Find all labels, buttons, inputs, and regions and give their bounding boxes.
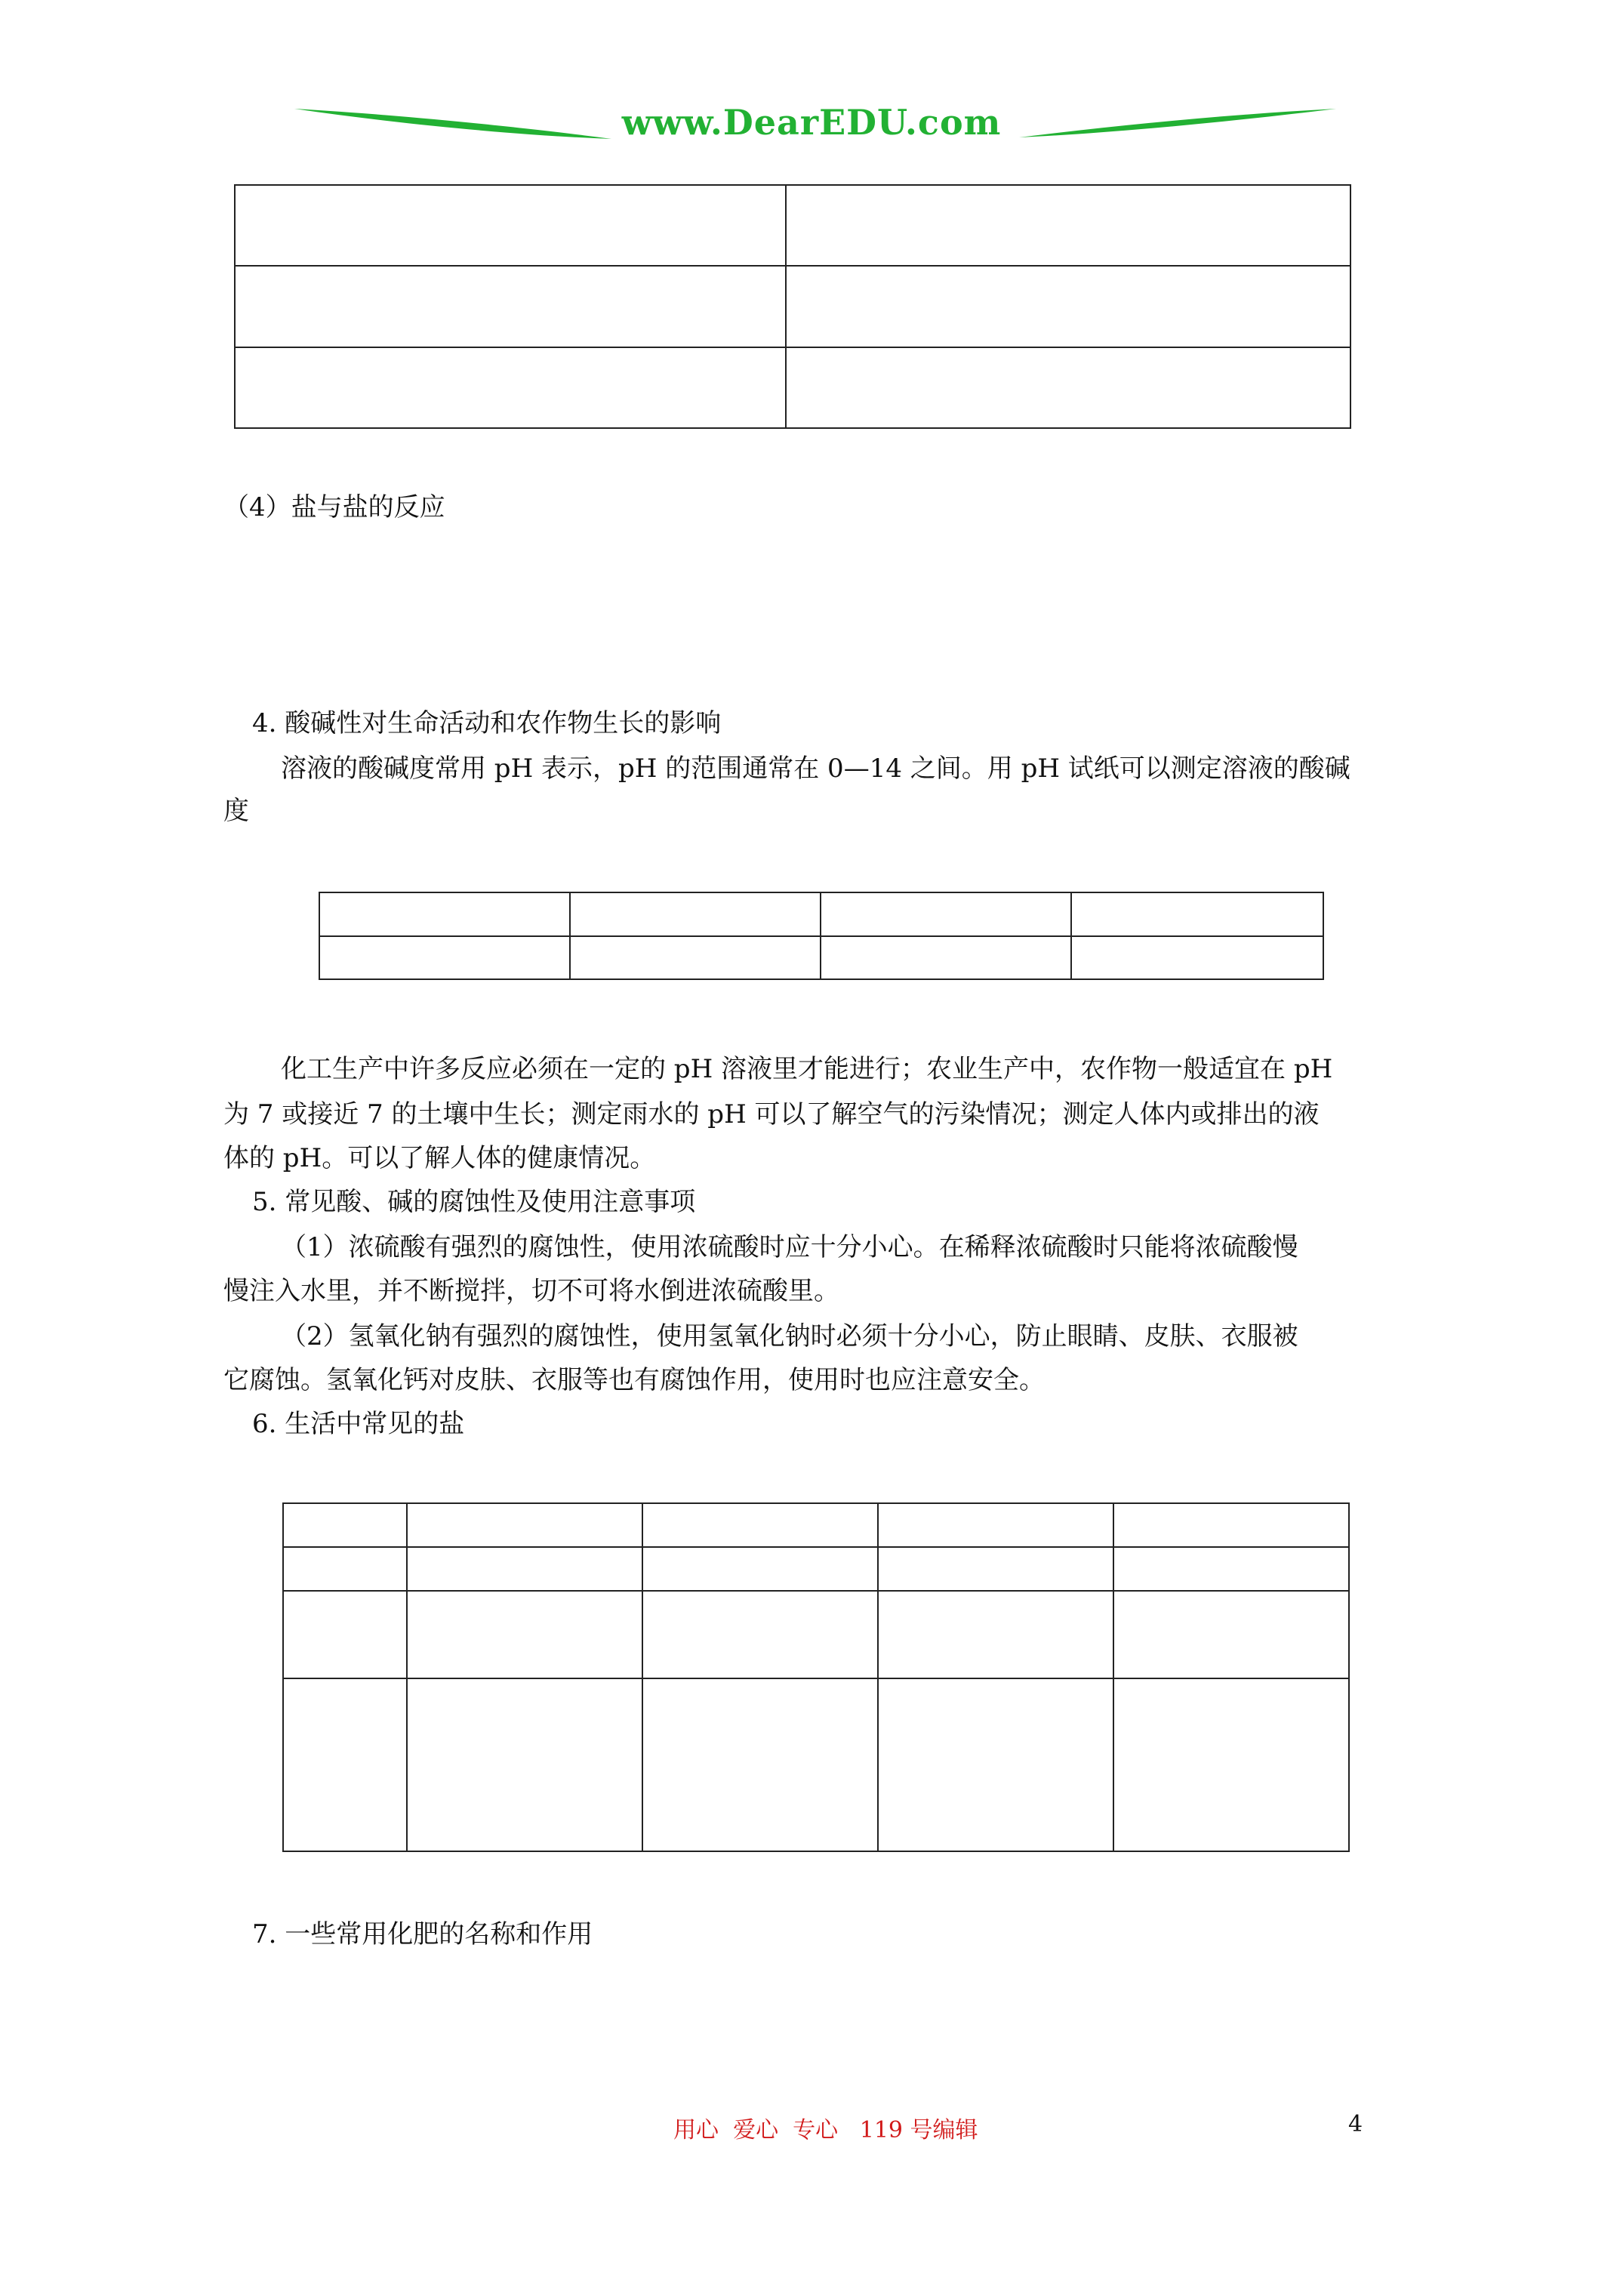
item-4-paragraph-line-1: 溶液的酸碱度常用 pH 表示，pH 的范围通常在 0—14 之间。用 pH 试纸可以测定溶液的酸碱 [281,754,1350,784]
table-row [283,1503,1349,1547]
table-cell [642,1678,878,1851]
table-cell [283,1591,407,1678]
item-6-title: 6. 生活中常见的盐 [252,1409,465,1439]
table-row [235,266,1350,347]
table-row [283,1547,1349,1591]
table-cell [821,936,1071,980]
table-cell [878,1547,1113,1591]
table-cell [1113,1678,1349,1851]
table-row [319,936,1323,980]
table-cell [786,185,1350,266]
table-cell [878,1503,1113,1547]
table-row [319,892,1323,936]
table-cell [786,266,1350,347]
table-cell [642,1503,878,1547]
table-cell [283,1678,407,1851]
table-cell [407,1678,642,1851]
table-cell [878,1678,1113,1851]
table-cell [1071,892,1323,936]
table-cell [283,1503,407,1547]
table-cell [642,1591,878,1678]
table-cell [1113,1547,1349,1591]
site-logo-text: www.DearEDU.com [621,102,1002,143]
ph-paragraph-line-1: 化工生产中许多反应必须在一定的 pH 溶液里才能进行；农业生产中，农作物一般适宜在 pH [281,1054,1333,1084]
table-1 [234,184,1351,429]
ph-paragraph-line-3: 体的 pH。可以了解人体的健康情况。 [223,1143,656,1173]
table-cell [235,347,786,428]
table-cell [407,1591,642,1678]
section-salt-salt-reaction: （4）盐与盐的反应 [223,492,445,522]
table-cell [319,936,570,980]
page-number: 4 [1348,2111,1363,2137]
table-cell [878,1591,1113,1678]
table-cell [1113,1591,1349,1678]
table-cell [235,185,786,266]
item-5-paragraph-1-line-2: 慢注入水里，并不断搅拌，切不可将水倒进浓硫酸里。 [223,1276,839,1306]
item-4-title: 4. 酸碱性对生命活动和农作物生长的影响 [252,708,722,738]
table-row [283,1591,1349,1678]
table-cell [642,1547,878,1591]
table-cell [1071,936,1323,980]
table-cell [235,266,786,347]
table-2 [319,892,1324,980]
item-5-paragraph-1-line-1: （1）浓硫酸有强烈的腐蚀性，使用浓硫酸时应十分小心。在稀释浓硫酸时只能将浓硫酸慢 [281,1232,1298,1262]
table-cell [570,936,821,980]
table-row [235,347,1350,428]
table-cell [407,1503,642,1547]
table-cell [407,1547,642,1591]
table-cell [283,1547,407,1591]
table-cell [570,892,821,936]
item-5-title: 5. 常见酸、碱的腐蚀性及使用注意事项 [252,1187,696,1217]
table-row [283,1678,1349,1851]
ph-paragraph-line-2: 为 7 或接近 7 的土壤中生长；测定雨水的 pH 可以了解空气的污染情况；测定人体内或排出的液 [223,1099,1320,1130]
table-cell [786,347,1350,428]
item-4-paragraph-line-2: 度 [223,796,249,826]
table-cell [821,892,1071,936]
table-row [235,185,1350,266]
item-5-paragraph-2-line-2: 它腐蚀。氢氧化钙对皮肤、衣服等也有腐蚀作用，使用时也应注意安全。 [223,1365,1045,1395]
table-cell [319,892,570,936]
item-7-title: 7. 一些常用化肥的名称和作用 [252,1919,593,1949]
item-5-paragraph-2-line-1: （2）氢氧化钠有强烈的腐蚀性，使用氢氧化钠时必须十分小心，防止眼睛、皮肤、衣服被 [281,1321,1298,1351]
table-cell [1113,1503,1349,1547]
footer-editor-note: 用心 爱心 专心 119 号编辑 [673,2117,978,2143]
table-3 [282,1502,1350,1852]
